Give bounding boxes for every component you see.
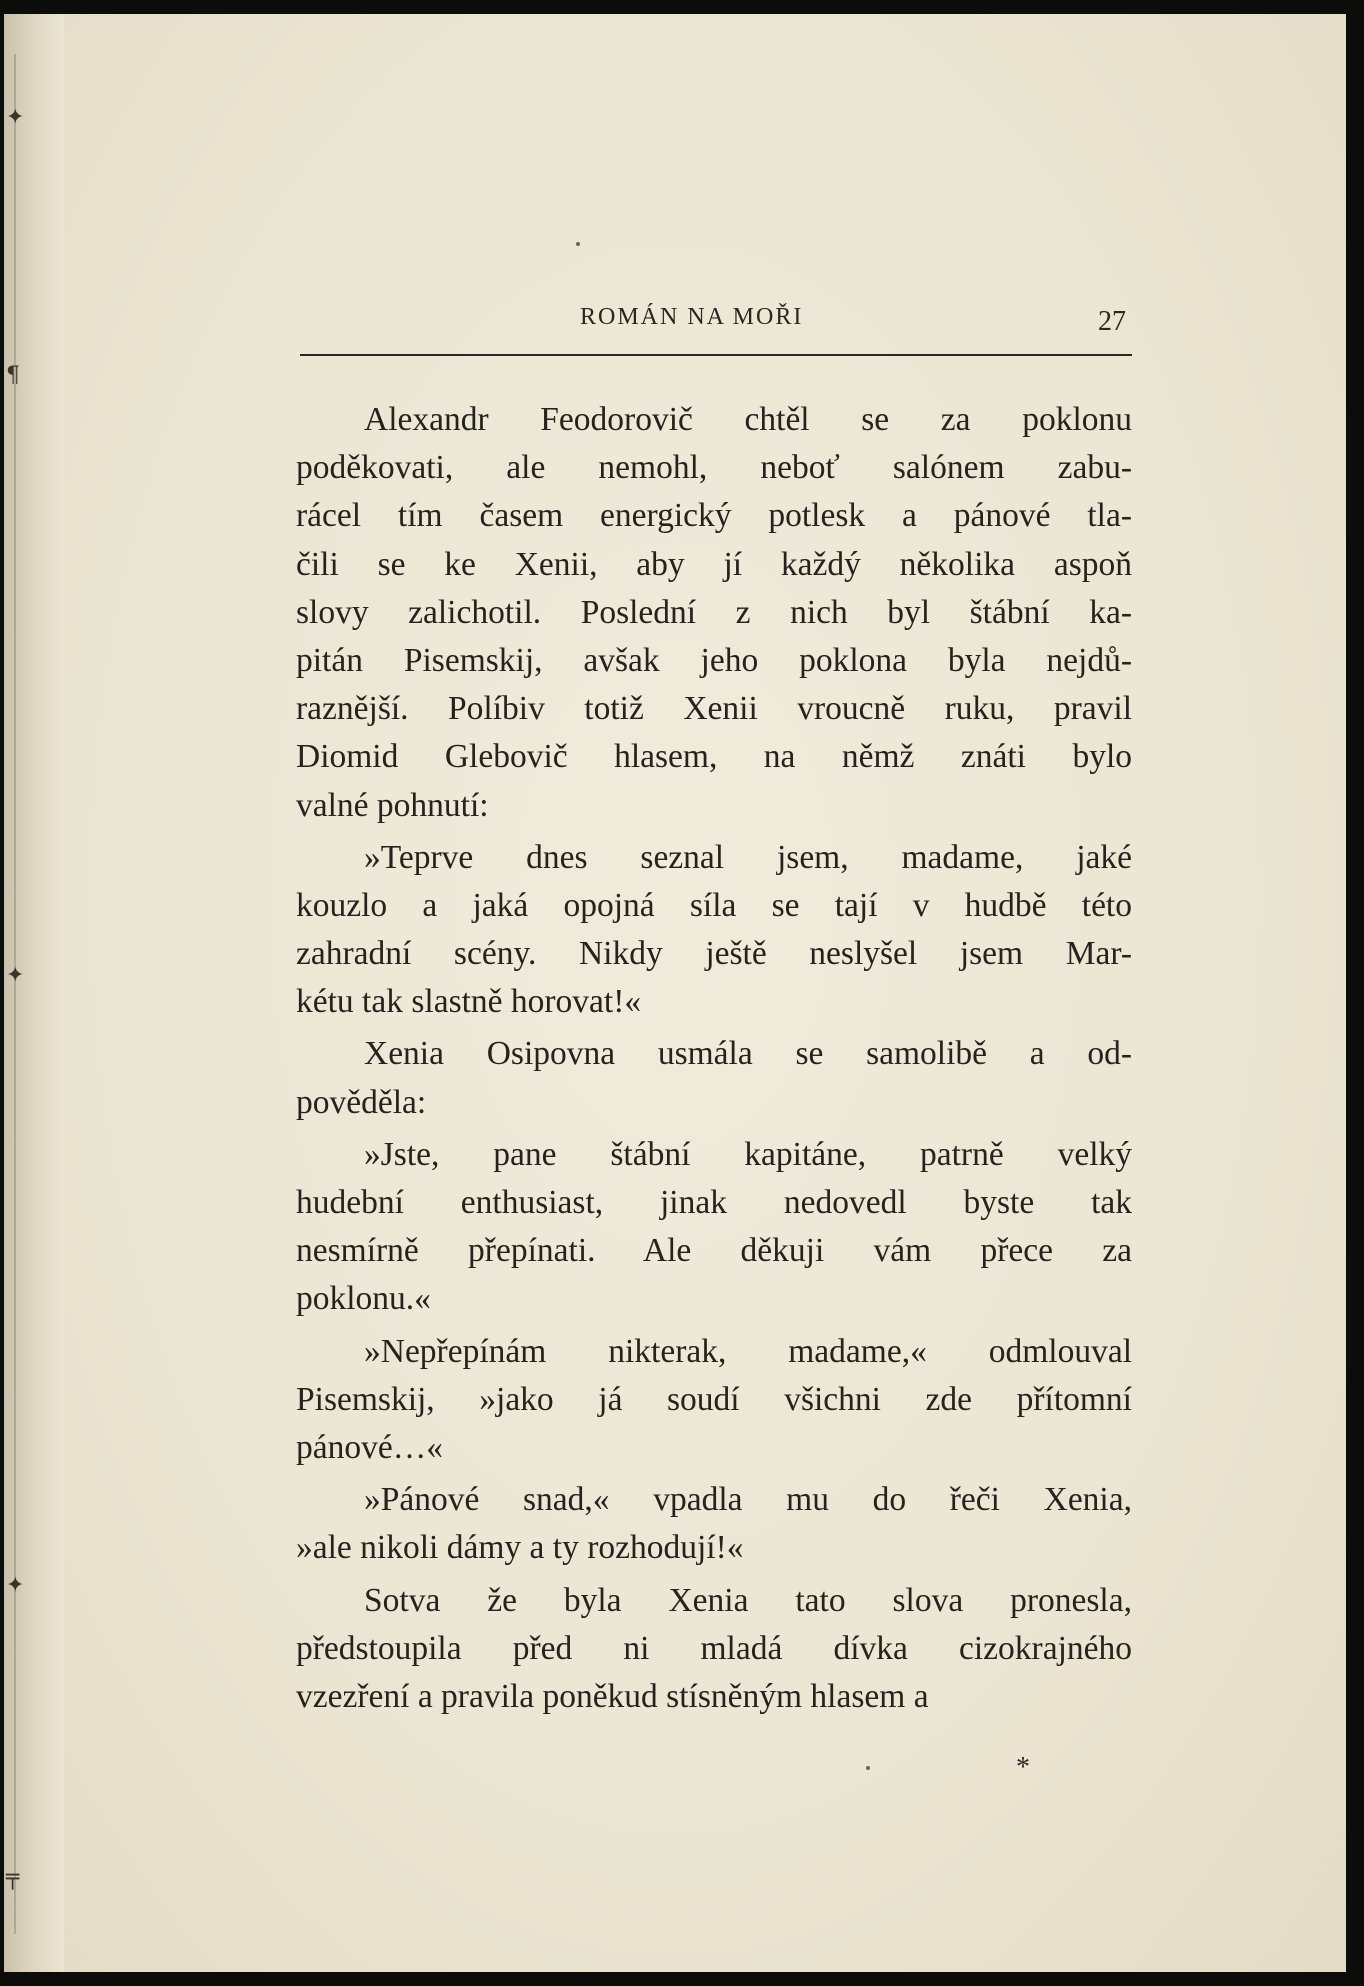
text-line: Pisemskij, »jako já soudí všichni zde přítomní: [296, 1380, 1132, 1418]
text-line: hudební enthusiast, jinak nedovedl byste tak: [296, 1184, 1132, 1221]
text-line: slovy zalichotil. Poslední z nich byl štábní ka-: [296, 593, 1132, 631]
book-page: [4, 14, 1346, 1972]
text-line: Alexandr Feodorovič chtěl se za poklonu: [364, 401, 1132, 438]
running-title: ROMÁN NA MOŘI: [580, 304, 804, 330]
paragraph: [296, 396, 1132, 830]
text-line: zahradní scény. Nikdy ještě neslyšel jsem Mar-: [296, 935, 1132, 973]
text-line: valné pohnutí:: [296, 786, 489, 824]
paragraph: [296, 1476, 1132, 1572]
text-line: »Nepřepínám nikterak, madame,« odmlouval: [364, 1332, 1132, 1370]
text-line: kétu tak slastně horovat!«: [296, 983, 642, 1021]
text-line: rácel tím časem energický potlesk a pánové tla-: [296, 497, 1132, 535]
paragraph: [296, 834, 1132, 1027]
text-line: poděkovati, ale nemohl, neboť salónem zabu-: [296, 449, 1132, 487]
text-line: Sotva že byla Xenia tato slova pronesla,: [364, 1581, 1132, 1619]
text-line: Xenia Osipovna usmála se samolibě a od-: [364, 1035, 1132, 1073]
text-line: »Jste, pane štábní kapitáne, patrně velký: [364, 1135, 1132, 1173]
text-line: Diomid Glebovič hlasem, na němž znáti bylo: [296, 738, 1132, 776]
text-line: poklonu.«: [296, 1280, 431, 1318]
binding-stitch-icon: ✦: [6, 1573, 25, 1598]
binding-gutter: [4, 14, 64, 1972]
text-line: kouzlo a jaká opojná síla se tají v hudbě této: [296, 886, 1132, 924]
signature-mark: *: [1016, 1752, 1030, 1783]
page-header: [300, 298, 1132, 356]
body-text: [296, 396, 1132, 1725]
gutter-fold-line: [14, 54, 16, 1934]
text-line: »ale nikoli dámy a ty rozhodují!«: [296, 1529, 744, 1567]
text-line: nesmírně přepínati. Ale děkuji vám přece za: [296, 1232, 1132, 1270]
text-line: vzezření a pravila poněkud stísněným hlasem a: [296, 1677, 929, 1715]
text-line: raznější. Políbiv totiž Xenii vroucně ruku, pravil: [296, 690, 1132, 728]
paragraph: [296, 1131, 1132, 1324]
paragraph: [296, 1577, 1132, 1722]
paragraph: [296, 1328, 1132, 1473]
paragraph: [296, 1030, 1132, 1126]
binding-stitch-icon: ✦: [6, 963, 25, 988]
text-line: pánové…«: [296, 1428, 443, 1466]
binding-stitch-icon: ✦: [6, 105, 25, 130]
text-line: předstoupila před ni mladá dívka cizokrajného: [296, 1629, 1132, 1667]
page-number: 27: [1098, 306, 1126, 337]
text-line: pověděla:: [296, 1083, 427, 1121]
text-line: čili se ke Xenii, aby jí každý několika aspoň: [296, 545, 1132, 583]
text-line: pitán Pisemskij, avšak jeho poklona byla nejdů-: [296, 641, 1132, 679]
binding-stitch-icon: ¶: [6, 363, 20, 388]
text-line: »Pánové snad,« vpadla mu do řeči Xenia,: [364, 1481, 1132, 1519]
paper-speck: [866, 1766, 870, 1770]
paper-speck: [576, 242, 580, 246]
text-line: »Teprve dnes seznal jsem, madame, jaké: [364, 838, 1132, 876]
binding-stitch-icon: ╤: [6, 1865, 20, 1890]
